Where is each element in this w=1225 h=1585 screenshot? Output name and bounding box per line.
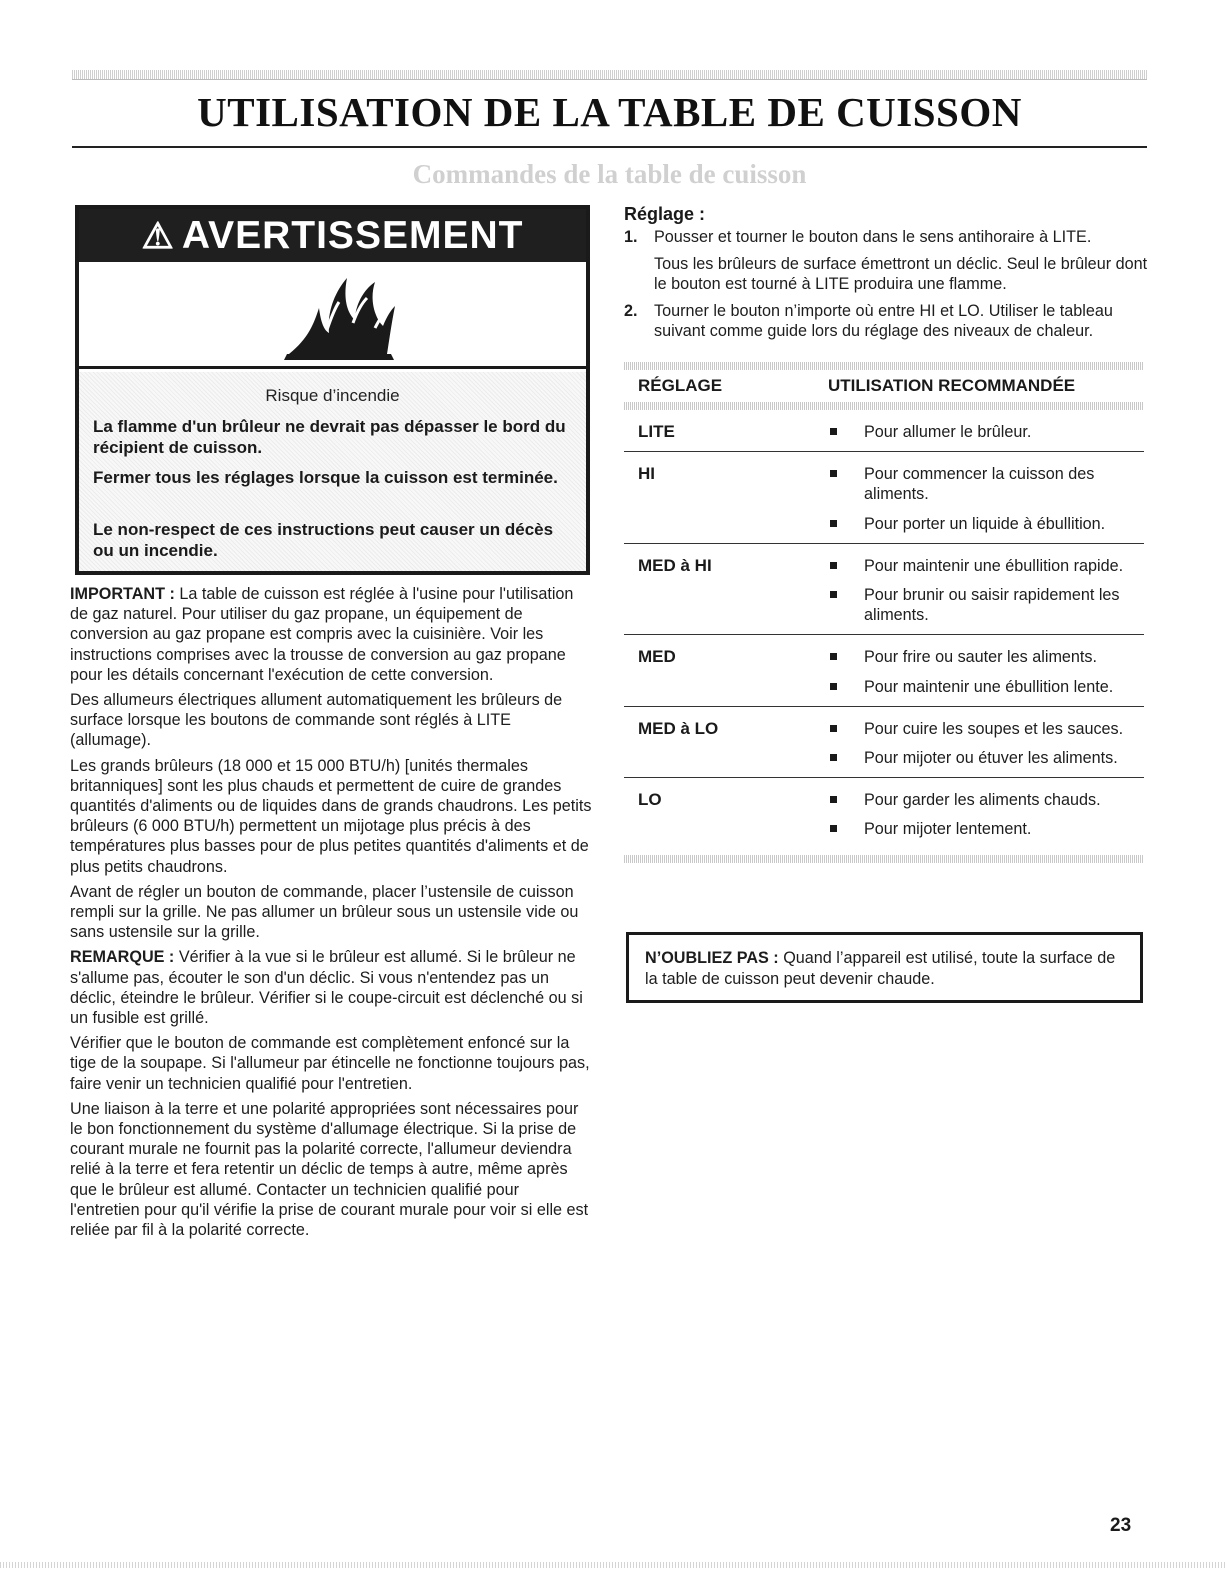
- top-rule: [72, 70, 1147, 80]
- bullet-icon: [830, 470, 837, 477]
- list-item: [828, 647, 1144, 667]
- usage-cell: [828, 422, 1144, 442]
- section-heading: Commandes de la table de cuisson: [412, 159, 807, 189]
- step-number: 1.: [624, 228, 638, 246]
- list-item: [828, 422, 1144, 442]
- table-bottom-bar: [624, 855, 1144, 863]
- setting-cell: MED à LO: [638, 718, 719, 738]
- usage-text: Pour mijoter ou étuver les aliments.: [864, 749, 1118, 768]
- reglage-title: Réglage :: [624, 204, 706, 224]
- warning-box: [75, 205, 590, 575]
- reminder-note: [626, 932, 1143, 1003]
- remark-paragraph: [70, 947, 592, 1028]
- setting-cell: HI: [638, 464, 655, 484]
- title-rule: [72, 146, 1147, 148]
- fire-area: [79, 262, 586, 369]
- page-title: UTILISATION DE LA TABLE DE CUISSON: [197, 89, 1022, 135]
- step-1-detail: Tous les brûleurs de surface émettront un déclic. Seul le brûleur dont le bouton est tourné à LITE produira une flamme.: [654, 255, 1148, 294]
- usage-text: Pour garder les aliments chauds.: [864, 791, 1101, 810]
- body-paragraph: Vérifier que le bouton de commande est complètement enfoncé sur la tige de la soupape. Si l'allumeur par étincelle ne fonctionne toujours pas, faire venir un technicien qualifié pour l'entretien.: [70, 1034, 590, 1093]
- warning-paragraph: Fermer tous les réglages lorsque la cuisson est terminée.: [93, 468, 558, 487]
- usage-cell: [828, 647, 1144, 696]
- risk-title: Risque d’incendie: [265, 386, 400, 405]
- bottom-rule: [0, 1562, 1225, 1568]
- table-row: [624, 707, 1144, 778]
- list-item: [828, 819, 1144, 839]
- list-item: [828, 790, 1144, 810]
- column-header-setting: RÉGLAGE: [638, 376, 723, 395]
- usage-text: Pour porter un liquide à ébullition.: [864, 514, 1106, 533]
- warning-triangle-icon: ⚠: [141, 214, 174, 256]
- warning-paragraph: La flamme d'un brûleur ne devrait pas dépasser le bord du récipient de cuisson.: [93, 417, 566, 457]
- usage-cell: [828, 556, 1144, 626]
- usage-cell: [828, 464, 1144, 534]
- usage-text: Pour commencer la cuisson des aliments.: [864, 465, 1095, 504]
- bullet-icon: [830, 796, 837, 803]
- table-header: [624, 370, 1144, 402]
- bullet-icon: [830, 562, 837, 569]
- usage-text: Pour maintenir une ébullition rapide.: [864, 556, 1124, 575]
- table-row: [624, 635, 1144, 706]
- body-paragraph: Les grands brûleurs (18 000 et 15 000 BTU/h) [unités thermales britanniques] sont les plus chauds et permettent de cuire de grandes quantités d'aliments ou de liquides dans de grands chaudrons. Les petits brûleurs (6 000 BTU/h) permettent un mijotage plus précis à des températures plus basses pour de plus petites quantités d'aliments et de plus petits chaudrons.: [70, 756, 592, 876]
- bullet-icon: [830, 683, 837, 690]
- bullet-icon: [830, 520, 837, 527]
- step-number: 2.: [624, 301, 638, 320]
- list-item: [828, 464, 1144, 504]
- bullet-icon: [830, 428, 837, 435]
- remark-label: REMARQUE :: [70, 948, 175, 967]
- list-item: [828, 556, 1144, 576]
- step-2: [624, 301, 1148, 341]
- table-row: [624, 410, 1144, 452]
- reglage-section: [624, 203, 1148, 341]
- fire-icon: [279, 268, 399, 363]
- bullet-icon: [830, 754, 837, 761]
- warning-paragraph: Le non-respect de ces instructions peut causer un décès ou un incendie.: [93, 520, 554, 560]
- reminder-label: N’OUBLIEZ PAS :: [645, 949, 779, 967]
- step-text: Tourner le bouton n’importe où entre HI et LO. Utiliser le tableau suivant comme guide lors du réglage des niveaux de chaleur.: [654, 301, 1113, 340]
- usage-cell: [828, 790, 1144, 839]
- setting-cell: MED à HI: [638, 555, 712, 575]
- reminder-text: Quand l’appareil est utilisé, toute la surface de la table de cuisson peut devenir chaude.: [645, 949, 1116, 988]
- table-row: [624, 778, 1144, 848]
- remark-text: Vérifier à la vue si le brûleur est allumé. Si le brûleur ne s'allume pas, écouter le son d'un déclic. Si vous n'entendez pas un déclic, éteindre le brûleur. Vérifier si le coupe-circuit est déclenché ou si un fusible est grillé.: [70, 948, 583, 1028]
- usage-text: Pour frire ou sauter les aliments.: [864, 648, 1098, 667]
- setting-cell: LITE: [638, 422, 675, 441]
- bullet-icon: [830, 825, 837, 832]
- important-text: La table de cuisson est réglée à l'usine pour l'utilisation de gaz naturel. Pour utiliser du gaz propane, un équipement de conversion au gaz propane est compris avec la cuisinière. Voir les instructions comprises avec la trousse de conversion au gaz propane pour les détails concernant l'exécution de cette conversion.: [70, 585, 574, 684]
- table-header-bar: [624, 402, 1144, 410]
- step-1: [624, 227, 1148, 247]
- list-item: [828, 585, 1144, 625]
- setting-cell: MED: [638, 647, 676, 667]
- usage-cell: [828, 719, 1144, 768]
- step-text: Pousser et tourner le bouton dans le sens antihoraire à LITE.: [654, 228, 1092, 246]
- list-item: [828, 748, 1144, 768]
- warning-header: [79, 209, 586, 262]
- important-label: IMPORTANT :: [70, 585, 175, 603]
- warning-body: [79, 372, 586, 571]
- usage-text: Pour mijoter lentement.: [864, 820, 1032, 839]
- column-header-usage: UTILISATION RECOMMANDÉE: [828, 376, 1076, 395]
- list-item: [828, 677, 1144, 697]
- list-item: [828, 719, 1144, 739]
- usage-text: Pour allumer le brûleur.: [864, 423, 1032, 441]
- table-top-bar: [624, 362, 1144, 370]
- bullet-icon: [830, 591, 837, 598]
- body-paragraph: Avant de régler un bouton de commande, placer l’ustensile de cuisson rempli sur la grille. Ne pas allumer un brûleur sous un ustensile vide ou sans ustensile sur la grille.: [70, 882, 579, 942]
- settings-table: [624, 362, 1144, 863]
- usage-text: Pour maintenir une ébullition lente.: [864, 677, 1114, 696]
- page-number: 23: [1110, 1515, 1132, 1536]
- important-paragraph: [70, 584, 592, 685]
- list-item: [828, 514, 1144, 534]
- usage-text: Pour brunir ou saisir rapidement les aliments.: [864, 586, 1120, 625]
- left-body-text: [70, 584, 592, 1245]
- usage-text: Pour cuire les soupes et les sauces.: [864, 719, 1124, 738]
- body-paragraph: Une liaison à la terre et une polarité appropriées sont nécessaires pour le bon fonctionnement du système d'allumage électrique. Si la prise de courant murale ne fournit pas la polarité correcte, l'allumeur deviendra relié à la terre et fera retentir un déclic de temps à autre, même après que le brûleur est allumé. Contacter un technicien qualifié pour l'entretien pour qu'il vérifie la prise de courant murale pour voir si elle est reliée par fil à la polarité correcte.: [70, 1099, 589, 1240]
- bullet-icon: [830, 653, 837, 660]
- bullet-icon: [830, 725, 837, 732]
- warning-label: AVERTISSEMENT: [181, 213, 524, 257]
- body-paragraph: Des allumeurs électriques allument automatiquement les brûleurs de surface lorsque les boutons de commande sont réglés à LITE (allumage).: [70, 691, 563, 750]
- setting-cell: LO: [638, 790, 662, 810]
- table-row: [624, 544, 1144, 636]
- table-row: [624, 452, 1144, 544]
